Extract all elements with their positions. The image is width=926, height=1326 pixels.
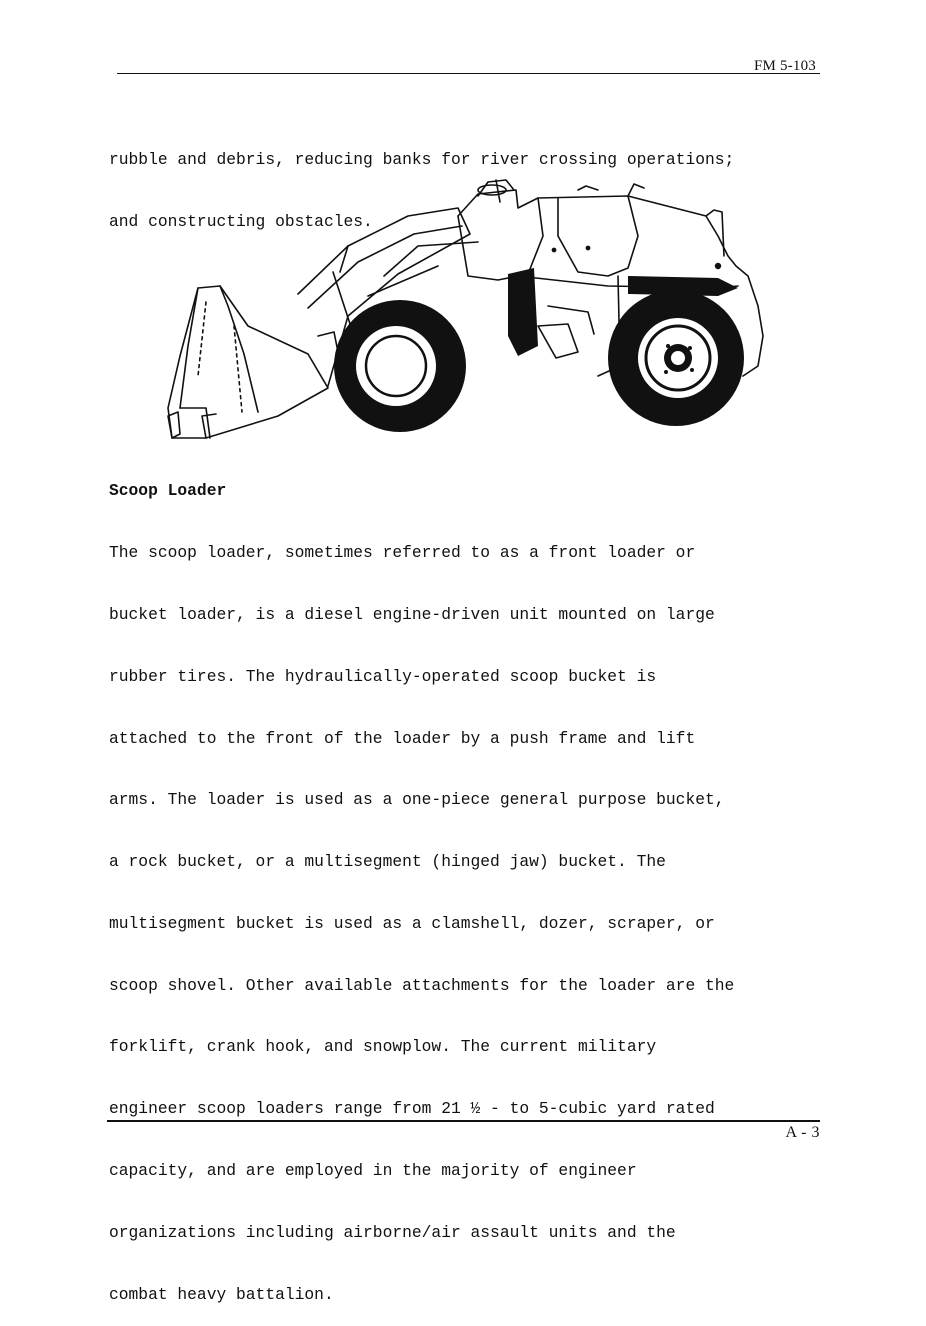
body-line: rubber tires. The hydraulically-operated scoop bucket is <box>109 666 657 686</box>
header-rule <box>117 73 820 74</box>
body-line: combat heavy battalion. <box>109 1284 334 1304</box>
body-line: bucket loader, is a diesel engine-driven unit mounted on large <box>109 604 715 624</box>
body-line: a rock bucket, or a multisegment (hinged jaw) bucket. The <box>109 852 666 872</box>
body-line: multisegment bucket is used as a clamshell, dozer, scraper, or <box>109 913 715 933</box>
bucket-drawing <box>168 286 328 438</box>
page-number: A - 3 <box>785 1124 820 1141</box>
body-line: attached to the front of the loader by a push frame and lift <box>109 728 696 748</box>
scoop-loader-illustration <box>158 176 778 446</box>
running-header: FM 5-103 <box>753 58 816 74</box>
section-heading: Scoop Loader <box>109 481 227 500</box>
intro-line: and constructing obstacles. <box>109 211 373 231</box>
frame-shading <box>508 268 538 356</box>
body-line: organizations including airborne/air assault units and the <box>109 1222 676 1242</box>
body-line: The scoop loader, sometimes referred to as a front loader or <box>109 543 696 563</box>
front-wheel-drawing <box>334 300 466 432</box>
body-line: capacity, and are employed in the majority of engineer <box>109 1161 637 1180</box>
body-line: scoop shovel. Other available attachments for the loader are the <box>109 975 735 995</box>
intro-line: rubble and debris, reducing banks for river crossing operations; <box>109 150 735 170</box>
rear-wheel-drawing <box>608 290 744 426</box>
section-body <box>109 502 734 1326</box>
body-line: arms. The loader is used as a one-piece general purpose bucket, <box>109 790 725 810</box>
body-line: forklift, crank hook, and snowplow. The current military <box>109 1037 657 1057</box>
footer-rule <box>107 1120 820 1122</box>
body-line: engineer scoop loaders range from 21 ½ - to 5-cubic yard rated <box>109 1099 715 1119</box>
